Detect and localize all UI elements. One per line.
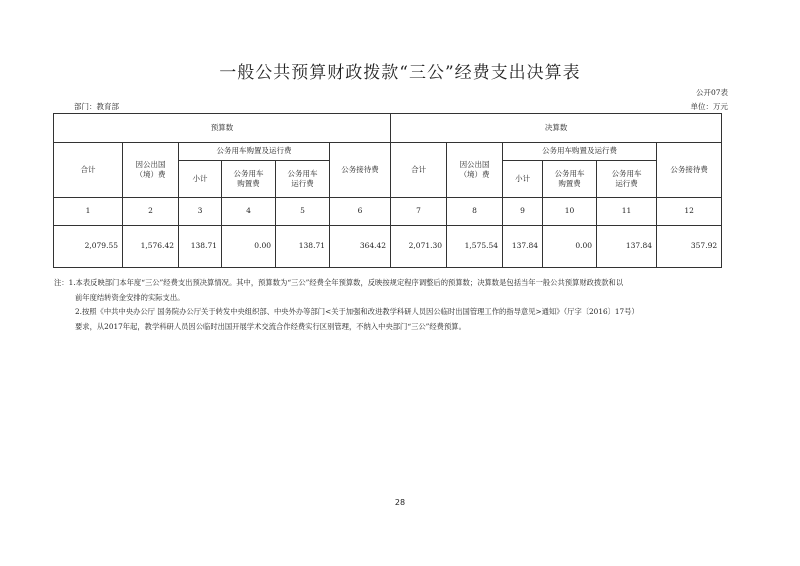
budget-vehicle-header: 公务用车购置及运行费 [179, 143, 330, 161]
budget-vehicle-subtotal-value: 138.71 [179, 226, 222, 268]
purchase-header-line1: 公务用车 [554, 168, 585, 178]
final-reception-header: 公务接待费 [657, 143, 722, 198]
column-number: 12 [657, 198, 722, 226]
budget-vehicle-operation-value: 138.71 [276, 226, 330, 268]
column-number: 5 [276, 198, 330, 226]
final-subtotal-header: 小计 [503, 161, 543, 198]
final-total-value: 2,071.30 [391, 226, 447, 268]
budget-operation-header [276, 161, 330, 198]
operation-header-line1: 公务用车 [287, 168, 318, 178]
final-travel-header [447, 143, 503, 198]
table-code: 公开07表 [695, 88, 728, 97]
unit-label: 单位：万元 [690, 102, 728, 111]
travel-header-line1: 因公出国 [135, 159, 166, 169]
budget-travel-header [123, 143, 179, 198]
column-number: 9 [503, 198, 543, 226]
final-vehicle-header: 公务用车购置及运行费 [503, 143, 657, 161]
budget-total-header: 合计 [54, 143, 123, 198]
department-label: 部门：教育部 [74, 102, 119, 111]
expenditure-table [53, 113, 722, 268]
final-reception-value: 357.92 [657, 226, 722, 268]
note-line: 注：1.本表反映部门本年度“三公”经费支出预决算情况。其中，预算数为“三公”经费全年预算数，反映按规定程序调整后的预算数；决算数是包括当年一般公共预算财政拨款和以 [54, 278, 624, 287]
note-line: 前年度结转资金安排的实际支出。 [75, 292, 185, 302]
notes [54, 276, 726, 334]
final-vehicle-subtotal-value: 137.84 [503, 226, 543, 268]
budget-travel-value: 1,576.42 [123, 226, 179, 268]
column-number: 3 [179, 198, 222, 226]
column-number: 10 [543, 198, 597, 226]
column-number: 11 [597, 198, 657, 226]
budget-total-value: 2,079.55 [54, 226, 123, 268]
column-number-row [54, 198, 722, 226]
note-line: 要求，从2017年起，教学科研人员因公临时出国开展学术交流合作经费实行区别管理，不纳入中央部门“三公”经费预算。 [75, 321, 466, 331]
final-header: 决算数 [391, 114, 722, 143]
page-title: 一般公共预算财政拨款“三公”经费支出决算表 [219, 63, 581, 83]
operation-header-line2: 运行费 [291, 179, 314, 188]
budget-header: 预算数 [54, 114, 391, 143]
column-header-row [54, 143, 722, 161]
purchase-header-line1: 公务用车 [233, 168, 264, 178]
column-number: 7 [391, 198, 447, 226]
purchase-header-line2: 购置费 [558, 179, 581, 188]
purchase-header-line2: 购置费 [237, 179, 260, 188]
column-number: 1 [54, 198, 123, 226]
note-line: 2.按照《中共中央办公厅 国务院办公厅关于转发中央组织部、中央外办等部门<关于加强和改进教学科研人员因公临时出国管理工作的指导意见>通知》（厅字〔2016〕17号） [75, 307, 639, 316]
final-purchase-header [543, 161, 597, 198]
budget-reception-header: 公务接待费 [330, 143, 391, 198]
final-travel-value: 1,575.54 [447, 226, 503, 268]
budget-reception-value: 364.42 [330, 226, 391, 268]
final-total-header: 合计 [391, 143, 447, 198]
column-number: 4 [222, 198, 276, 226]
operation-header-line2: 运行费 [615, 179, 638, 188]
travel-header-line1: 因公出国 [459, 159, 490, 169]
column-number: 2 [123, 198, 179, 226]
value-row [54, 226, 722, 268]
page-number: 28 [394, 498, 406, 507]
budget-purchase-header [222, 161, 276, 198]
column-number: 8 [447, 198, 503, 226]
final-vehicle-purchase-value: 0.00 [543, 226, 597, 268]
column-number: 6 [330, 198, 391, 226]
travel-header-line2: （境）费 [459, 170, 490, 179]
travel-header-line2: （境）费 [135, 170, 166, 179]
operation-header-line1: 公务用车 [611, 168, 642, 178]
budget-vehicle-purchase-value: 0.00 [222, 226, 276, 268]
budget-subtotal-header: 小计 [179, 161, 222, 198]
final-vehicle-operation-value: 137.84 [597, 226, 657, 268]
final-operation-header [597, 161, 657, 198]
group-header-row [54, 114, 722, 143]
